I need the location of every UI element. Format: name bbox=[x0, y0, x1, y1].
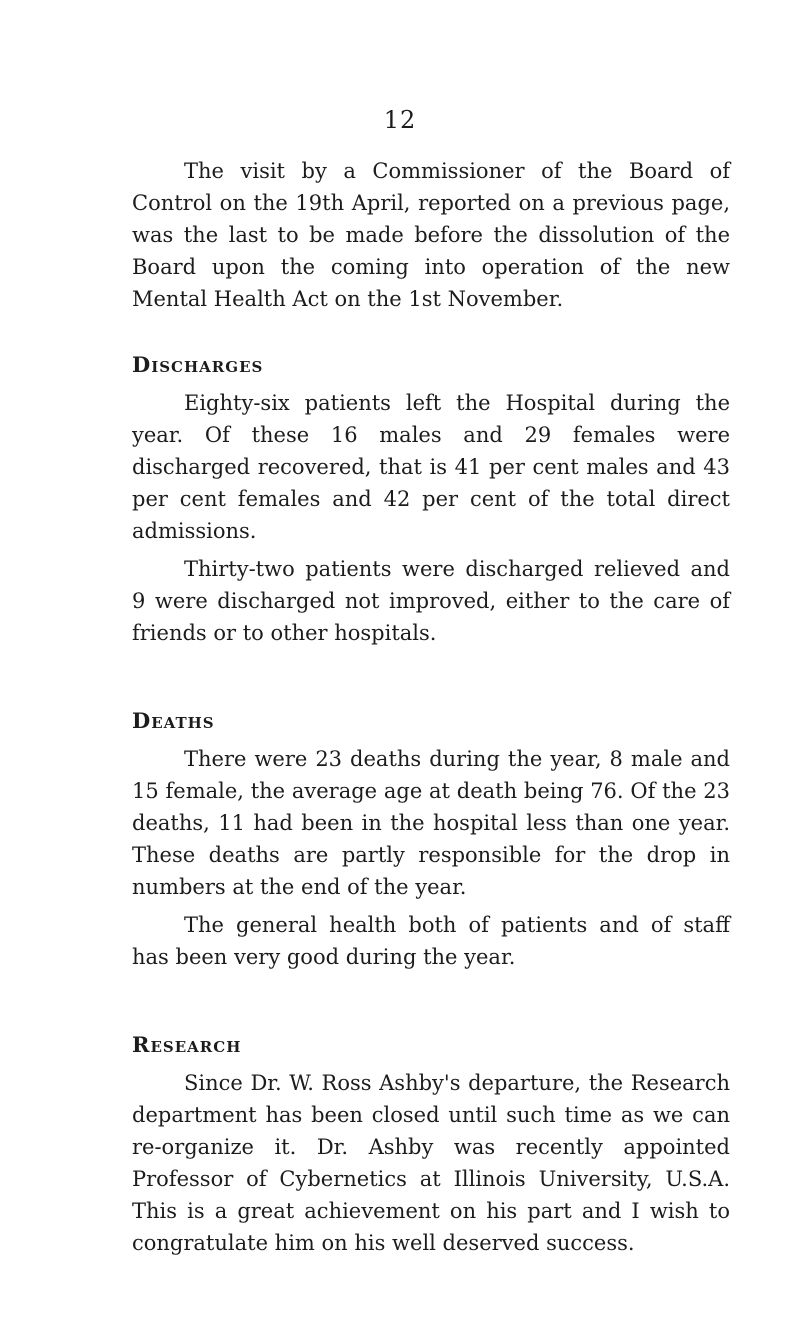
discharges-heading: Discharges bbox=[132, 352, 264, 377]
discharges-paragraph-2: Thirty-two patients were discharged relieved and 9 were discharged not improved, either to the care of friends or to other hospitals. bbox=[132, 557, 730, 645]
page-number: 12 bbox=[383, 106, 417, 134]
discharges-section bbox=[132, 349, 730, 649]
intro-paragraph: The visit by a Commissioner of the Board of Control on the 19th April, reported on a previous page, was the last to be made before the dissolution of the Board upon the coming into operation of the new Mental Health Act on the 1st November. bbox=[132, 159, 730, 311]
deaths-paragraph-1: There were 23 deaths during the year, 8 male and 15 female, the average age at death being 76. Of the 23 deaths, 11 had been in the hospital less than one year. These deaths are partly responsible for the drop in numbers at the end of the year. bbox=[132, 747, 730, 899]
deaths-paragraph-2: The general health both of patients and of staff has been very good during the year. bbox=[132, 913, 730, 969]
document-body bbox=[132, 155, 730, 1259]
research-heading: Research bbox=[132, 1032, 242, 1057]
research-paragraph-1: Since Dr. W. Ross Ashby's departure, the Research department has been closed until such time as we can re-organize it. Dr. Ashby was recently appointed Professor of Cybernetics at Illinois University, U.S.A. This is a great achievement on his part and I wish to congratulate him on his well deserved success. bbox=[132, 1071, 730, 1255]
discharges-paragraph-1: Eighty-six patients left the Hospital during the year. Of these 16 males and 29 females were discharged recovered, that is 41 per cent males and 43 per cent females and 42 per cent of the total direct admissions. bbox=[132, 391, 730, 543]
research-section bbox=[132, 1029, 730, 1259]
deaths-heading: Deaths bbox=[132, 708, 215, 733]
deaths-section bbox=[132, 705, 730, 973]
